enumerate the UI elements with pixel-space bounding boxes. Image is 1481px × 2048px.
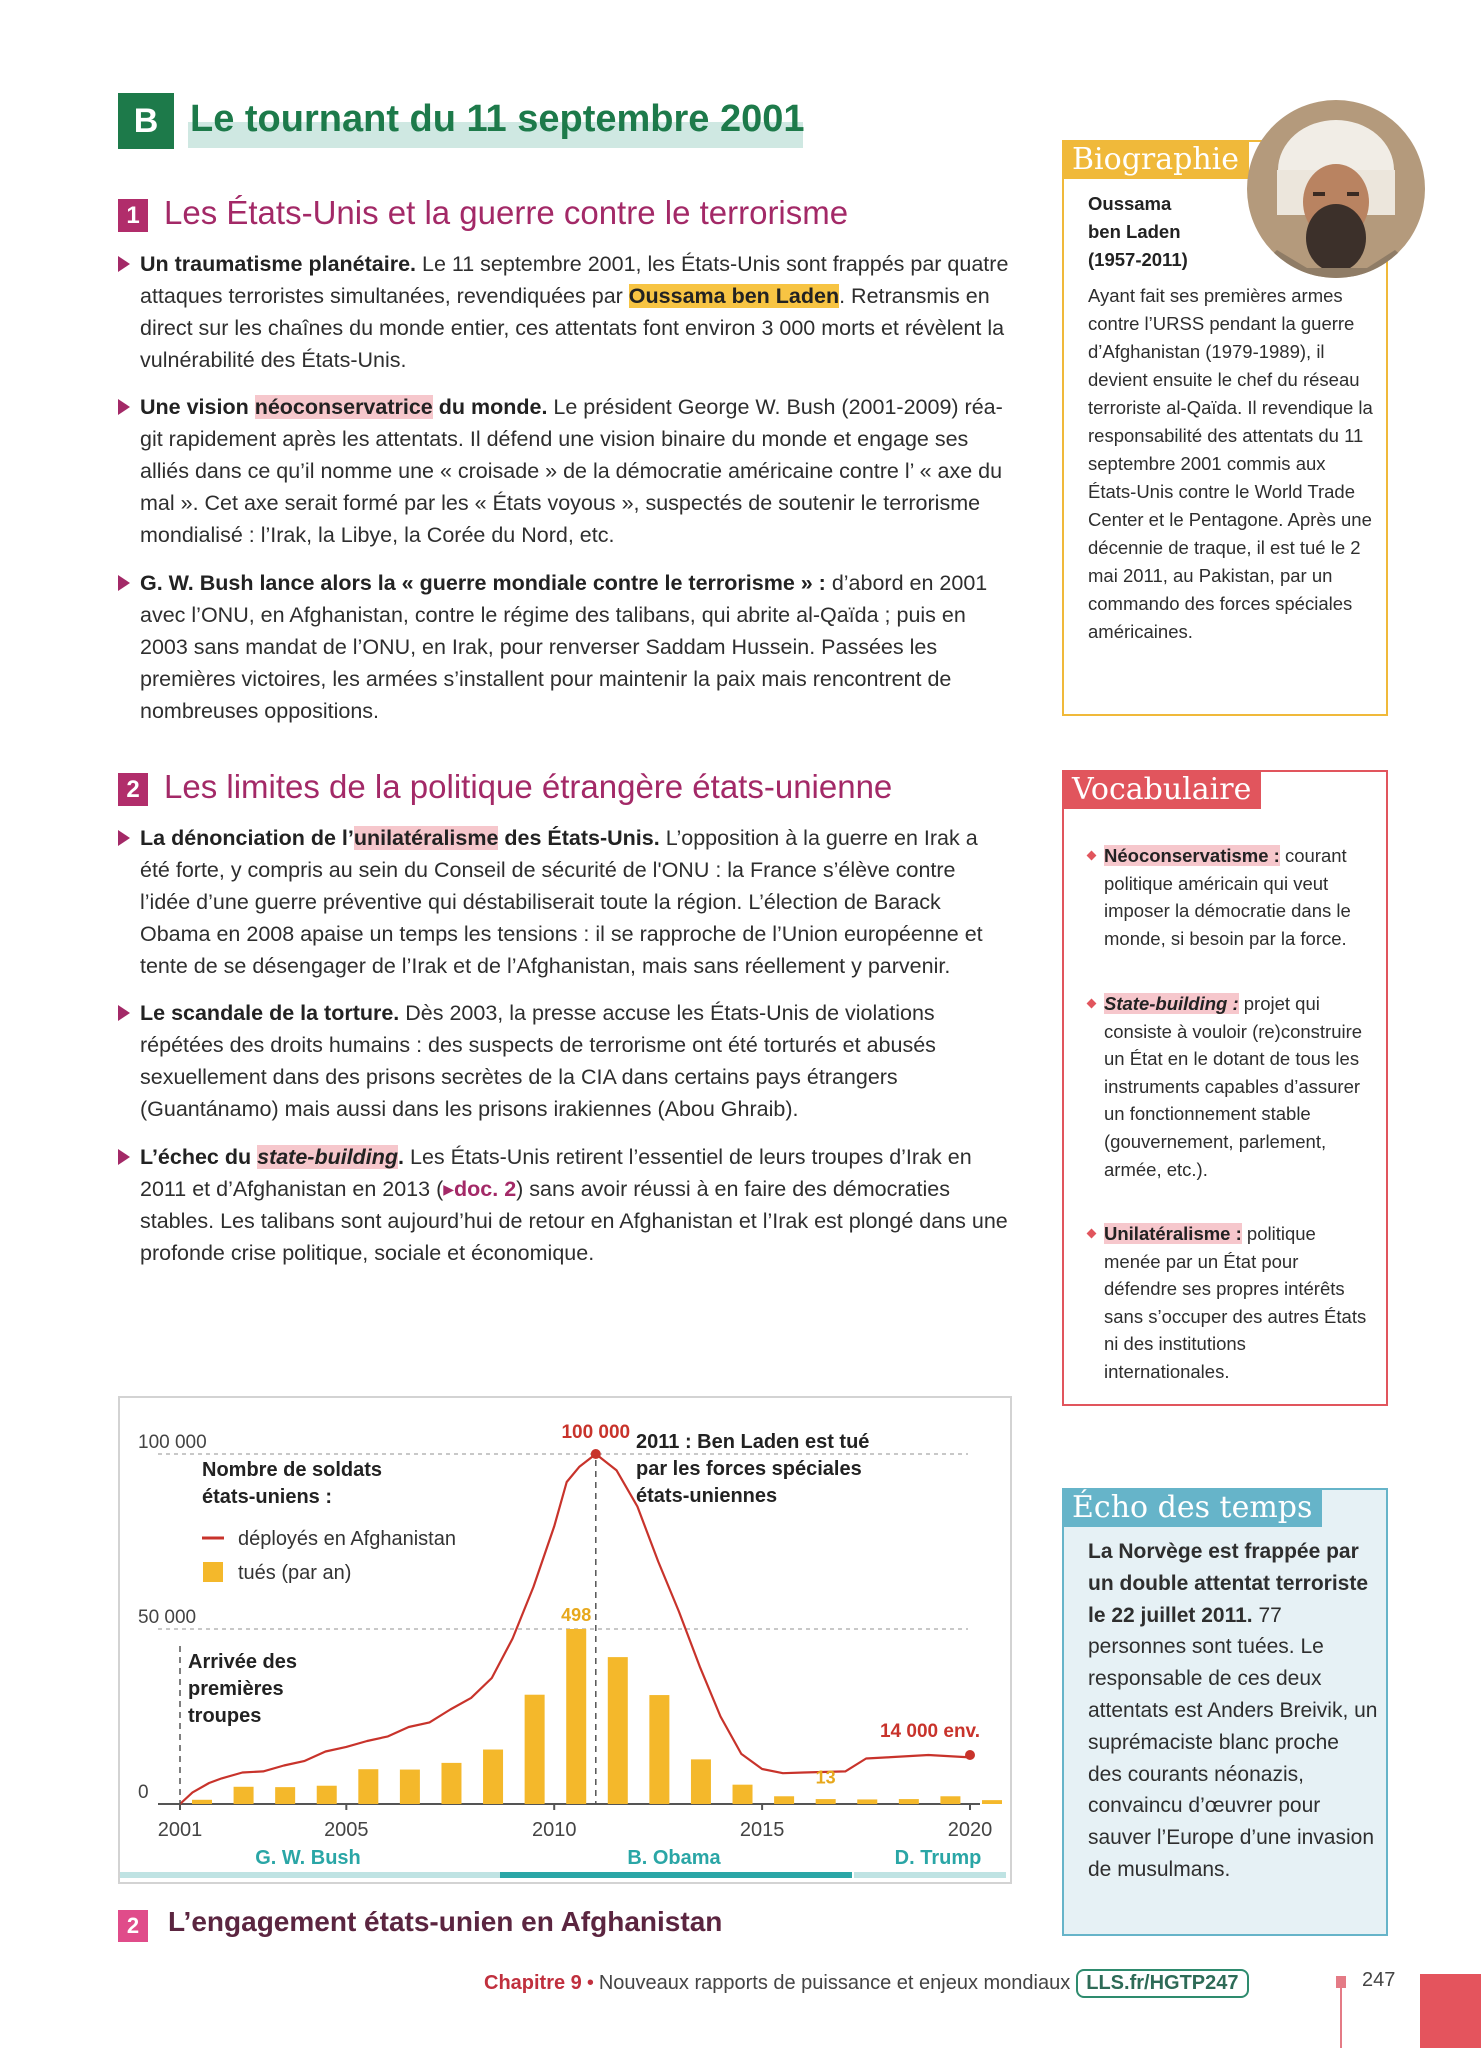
bar-killed-2009 — [525, 1695, 545, 1804]
bar-killed-2004 — [317, 1786, 337, 1804]
bar-killed-2013 — [691, 1759, 711, 1804]
biography-name: Oussama ben Laden (1957-2011) — [1088, 193, 1188, 270]
diamond-bullet-icon — [1087, 999, 1097, 1009]
section-letter-badge: B — [118, 93, 174, 149]
legend-title-line: états-uniens : — [202, 1486, 333, 1508]
y-tick-label: 50 000 — [138, 1607, 197, 1628]
subsection-2-number: 2 — [118, 773, 148, 806]
x-tick-label: 2010 — [531, 1819, 577, 1841]
doc-2-link[interactable]: ▸doc. 2 — [443, 1177, 517, 1201]
y-tick-label: 100 000 — [138, 1432, 207, 1453]
annotation-2001-line: Arrivée des — [188, 1651, 297, 1673]
diamond-bullet-icon — [1087, 851, 1097, 861]
paragraph-vision-neoconservatrice: Une vision néoconservatrice du monde. Le président George W. Bush (2001-2009) réagit rapidement après les attentats. Il défend une vision binaire du monde et engage ses alliés dans ce qu’il nomme une « croisade » de la démocratie américaine contre l’ « axe du mal ». Cet axe serait formé par les « États voyous », suspectés de soutenir le terrorisme mondialisé : l’Irak, la Libye, la Corée du Nord, etc. — [118, 391, 1010, 551]
annotation-2011-line: 2011 : Ben Laden est tué — [636, 1431, 870, 1453]
x-tick-label: 2015 — [739, 1819, 785, 1841]
president-trump: D. Trump — [894, 1847, 982, 1869]
bar-killed-2018 — [899, 1799, 919, 1804]
vocab-item-state-building: State-building : projet qui consiste à vouloir (re)construire un État en le dotant de tous les instruments capables d’assurer un fonctionnement stable (gouvernement, parlement, armée, etc.). — [1088, 990, 1373, 1183]
peak-label: 100 000 — [561, 1422, 631, 1443]
section-title: Le tournant du 11 septembre 2001 — [190, 98, 805, 140]
highlight-ben-laden: Oussama ben Laden — [628, 284, 840, 308]
page-footer — [484, 1969, 1249, 1998]
obama-band — [500, 1872, 852, 1878]
bar-killed-2006 — [400, 1770, 420, 1804]
legend-bar-label: tués (par an) — [238, 1562, 352, 1584]
legend-line-label: déployés en Afghanistan — [238, 1528, 456, 1550]
footer-chapter-title: Nouveaux rapports de puissance et enjeux mondiaux — [598, 1972, 1071, 1994]
bullet-icon — [118, 1149, 130, 1165]
echo-tag: Écho des temps — [1062, 1488, 1322, 1527]
x-tick-label: 2005 — [324, 1819, 369, 1841]
bar-killed-2016 — [816, 1799, 836, 1804]
death-peak-label: 498 — [561, 1605, 592, 1625]
highlight-state-building: state-building — [257, 1145, 399, 1169]
bar-killed-2014 — [733, 1785, 753, 1804]
paragraph-guerre-terrorisme: G. W. Bush lance alors la « guerre mondiale contre le terrorisme » : d’abord en 2001 avec l’ONU, en Afghanistan, contre le régime des talibans, qui abrite al-Qaïda ; puis en 2003 sans mandat de l’ONU, en Irak, pour renverser Saddam Hussein. Passées les premières victoires, les armées s’installent pour maintenir la paix mais rencontrent de nombreuses oppositions. — [118, 567, 1010, 727]
corner-tab — [1420, 1974, 1481, 2048]
bar-killed-2010 — [566, 1629, 586, 1804]
peak-point — [591, 1449, 601, 1459]
footer-link[interactable]: LLS.fr/HGTP247 — [1076, 1969, 1248, 1998]
y-tick-label: 0 — [138, 1782, 149, 1803]
footer-line — [1340, 1988, 1342, 2048]
diamond-bullet-icon — [1087, 1229, 1097, 1239]
bar-killed-2005 — [358, 1769, 378, 1804]
biography-tag: Biographie — [1062, 140, 1249, 179]
annotation-2011-line: états-uniennes — [636, 1485, 778, 1507]
bullet-icon — [118, 256, 130, 272]
bar-killed-2002 — [234, 1787, 254, 1804]
afghanistan-chart — [118, 1396, 1012, 1886]
annotation-2001-line: premières — [188, 1678, 284, 1700]
bar-killed-2017 — [857, 1799, 877, 1804]
bar-killed-2008 — [483, 1750, 503, 1804]
vocab-item-neoconservatisme: Néoconservatisme : courant politique américain qui veut imposer la démocratie dans le monde, si besoin par la force. — [1088, 842, 1373, 952]
page-number: 247 — [1362, 1969, 1396, 1991]
doc-caption-number: 2 — [118, 1910, 148, 1942]
bush-band — [120, 1872, 500, 1878]
bar-killed-2007 — [441, 1763, 461, 1804]
subsection-1-title: Les États-Unis et la guerre contre le terrorisme — [164, 194, 849, 231]
x-tick-label: 2020 — [947, 1819, 993, 1841]
trump-band — [854, 1872, 1006, 1878]
subsection-2-title: Les limites de la politique étrangère états-unienne — [164, 768, 893, 805]
death-low-label: 13 — [815, 1767, 836, 1788]
bar-killed-2020 — [982, 1800, 1002, 1804]
subsection-1-number: 1 — [118, 199, 148, 232]
portrait-photo — [1247, 100, 1425, 278]
vocab-item-unilateralisme: Unilatéralisme : politique menée par un État pour défendre ses propres intérêts sans s’occuper des autres États ni des institutions internationales. — [1088, 1220, 1373, 1386]
footer-separator: • — [586, 1972, 594, 1994]
bullet-icon — [118, 1005, 130, 1021]
bar-killed-2003 — [275, 1787, 295, 1804]
echo-text: La Norvège est frappée par un double attentat terroriste le 22 juillet 2011. 77 personnes sont tuées. Le responsable de ces deux attentats est Anders Breivik, un suprémaciste blanc proche des courants néonazis, convaincu d’œuvrer pour sauver l’Europe d’une invasion de musulmans. — [1088, 1540, 1378, 1881]
president-bush: G. W. Bush — [255, 1847, 361, 1869]
vocabulary-tag: Vocabulaire — [1062, 770, 1261, 809]
bar-killed-2011 — [608, 1657, 628, 1804]
paragraph-unilateralisme: La dénonciation de l’unilatéralisme des États-Unis. L’opposition à la guerre en Irak a été forte, y compris au sein du Conseil de sécurité de l'ONU : la France s’élève contre l’idée d’une guerre préventive qui déstabiliserait toute la région. L’élection de Barack Obama en 2008 apaise un temps les tensions : il se rapproche de l’Union européenne et tente de se désengager de l’Irak et de l’Afghanistan, mais sans réellement y parvenir. — [118, 822, 1010, 982]
footer-marker — [1336, 1976, 1346, 1988]
end-label: 14 000 env. — [879, 1721, 980, 1742]
president-obama: B. Obama — [627, 1847, 721, 1869]
bullet-icon — [118, 399, 130, 415]
footer-chapter: Chapitre 9 — [484, 1972, 582, 1994]
bar-killed-2012 — [649, 1695, 669, 1804]
annotation-2011-line: par les forces spéciales — [636, 1458, 862, 1480]
bullet-icon — [118, 575, 130, 591]
legend-title-line: Nombre de soldats — [202, 1459, 383, 1481]
bar-killed-2001 — [192, 1800, 212, 1804]
bar-killed-2019 — [940, 1796, 960, 1804]
highlight-neoconservatrice: néoconservatrice — [254, 395, 433, 419]
paragraph-traumatisme: Un traumatisme planétaire. Le 11 septembre 2001, les États-Unis sont frappés par quatre attaques terroristes simultanées, revendiquées par Oussama ben Laden. Retransmis en direct sur les chaînes du monde entier, ces attentats font environ 3 000 morts et révèlent la vulnérabilité des États-Unis. — [118, 248, 1010, 376]
end-point — [965, 1750, 975, 1760]
paragraph-state-building: L’échec du state-building. Les États-Unis retirent l’essentiel de leurs troupes d’Irak en 2011 et d’Afghanistan en 2013 (▸doc. 2) sans avoir réussi à en faire des démocraties stables. Les talibans sont aujourd’hui de retour en Afghanistan et l’Irak est plongé dans une profonde crise politique, sociale et économique. — [118, 1141, 1010, 1269]
paragraph-torture: Le scandale de la torture. Dès 2003, la presse accuse les États-Unis de violations répétées des droits humains : des suspects de terrorisme ont été torturés et abusés sexuellement dans des prisons secrètes de la CIA dans certains pays étrangers (Guantánamo) mais aussi dans les prisons irakiennes (Abou Ghraib). — [118, 997, 1010, 1125]
biography-text: Ayant fait ses premières armes contre l’URSS pendant la guerre d’Afghanistan (1979-1989), il devient ensuite le chef du réseau terroriste al-Qaïda. Il revendique la responsabilité des attentats du 11 septembre 2001 commis aux États-Unis contre le World Trade Center et le Pentagone. Après une décennie de traque, il est tué le 2 mai 2011, au Pakistan, par un commando des forces spéciales américaines. — [1088, 285, 1373, 642]
x-tick-label: 2001 — [157, 1819, 203, 1841]
bullet-icon — [118, 830, 130, 846]
bar-killed-2015 — [774, 1796, 794, 1804]
annotation-2001-line: troupes — [188, 1705, 262, 1727]
highlight-unilateralisme: unilatéralisme — [353, 826, 499, 850]
doc-caption-title: L’engagement états-unien en Afghanistan — [168, 1906, 723, 1937]
legend-bar-swatch — [203, 1562, 223, 1582]
